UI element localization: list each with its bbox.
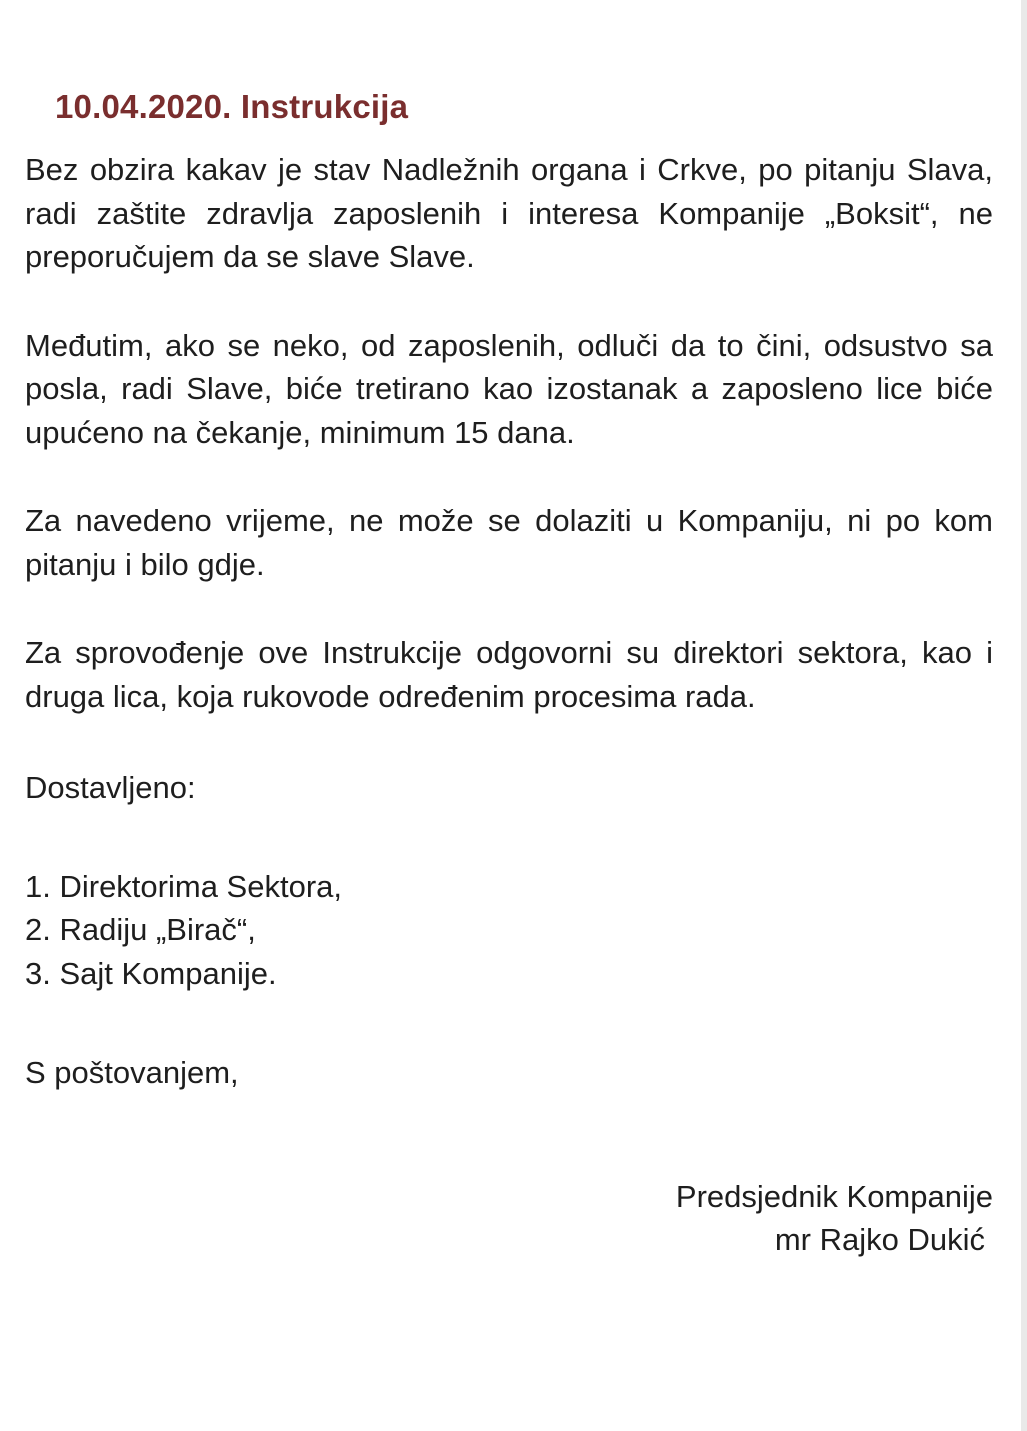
document-page — [25, 82, 993, 1262]
signature-position: Predsjednik Kompanije — [675, 1178, 993, 1214]
greeting: S poštovanjem, — [25, 1055, 239, 1090]
delivered-list — [25, 865, 993, 996]
signature-block — [25, 1175, 993, 1262]
paragraph-2: Međutim, ako se neko, od zaposlenih, odluči da to čini, odsustvo sa posla, radi Slave, biće tretirano kao izostanak a zaposleno lice biće upućeno na čekanje, minimum 15 dana. — [25, 327, 993, 450]
list-item: 1. Direktorima Sektora, — [25, 868, 342, 904]
paragraph-3: Za navedeno vrijeme, ne može se dolaziti u Kompaniju, ni po kom pitanju i bilo gdje. — [25, 503, 993, 582]
screen-edge — [1021, 0, 1027, 1431]
paragraph-1: Bez obzira kakav je stav Nadležnih organa i Crkve, po pitanju Slava, radi zaštite zdravlja zaposlenih i interesa Kompanije „Boksit“, ne preporučujem da se slave Slave. — [25, 152, 993, 274]
list-item: 3. Sajt Kompanije. — [25, 955, 277, 991]
signature-name: mr Rajko Dukić — [774, 1222, 985, 1257]
list-item: 2. Radiju „Birač“, — [25, 912, 256, 947]
document-title: 10.04.2020. Instrukcija — [55, 88, 409, 125]
delivered-label: Dostavljeno: — [25, 770, 196, 805]
paragraph-4: Za sprovođenje ove Instrukcije odgovorni su direktori sektora, kao i druga lica, koja rukovode određenim procesima rada. — [25, 635, 993, 714]
